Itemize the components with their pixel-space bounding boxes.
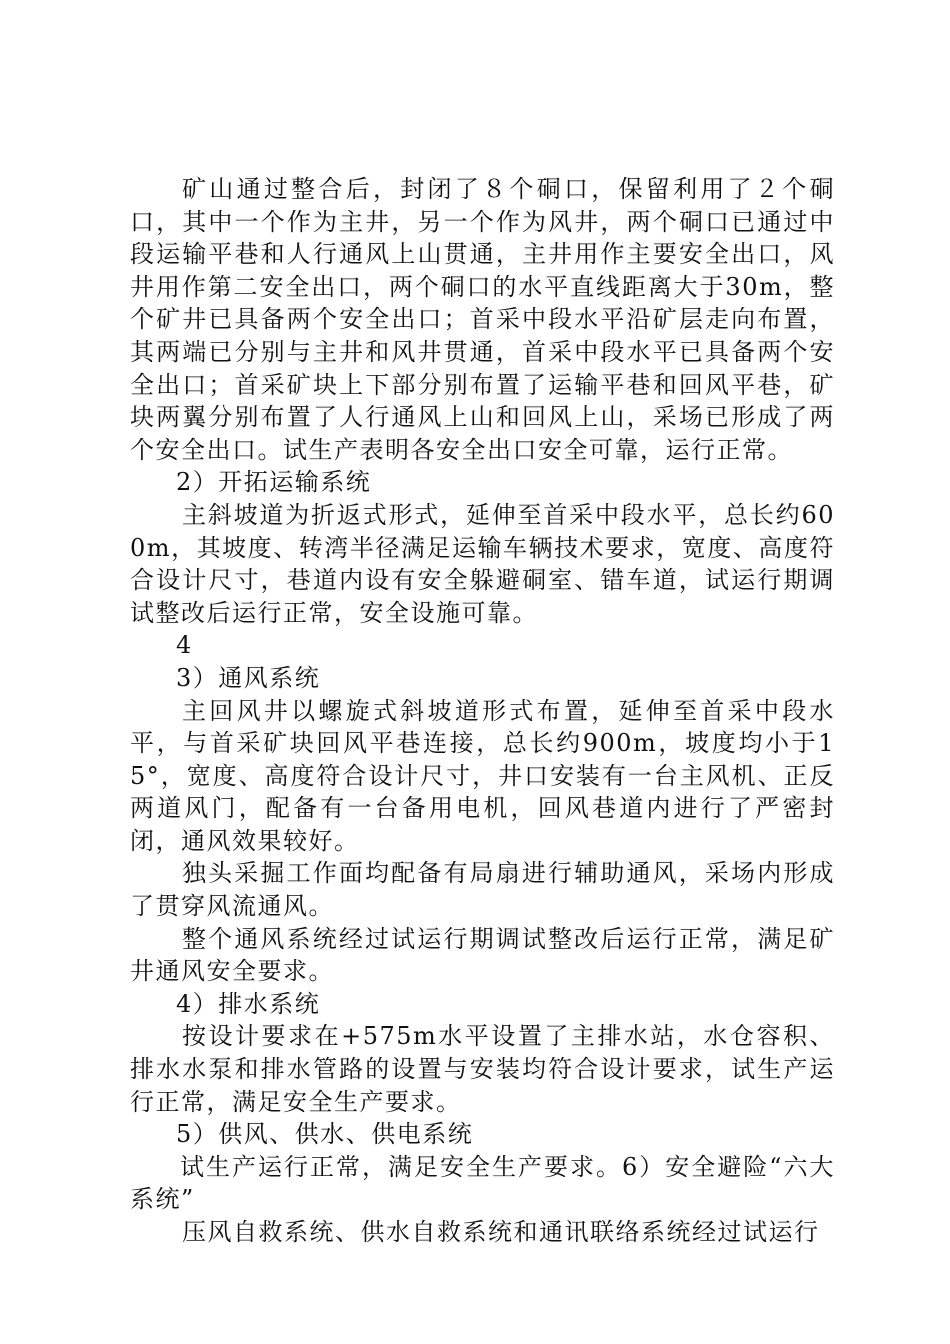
paragraph-safety-exits: 矿山通过整合后，封闭了８个硐口，保留利用了２个硐口，其中一个作为主井，另一个作为风井，两个硐口已通过中段运输平巷和人行通风上山贯通，主井用作主要安全出口，风井用作第二安全出口，两个硐口的水平直线距离大于30m，整个矿井已具备两个安全出口；首采中段水平沿矿层走向布置，其两端已分别与主井和风井贯通，首采中段水平已具备两个安全出口；首采矿块上下部分别布置了运输平巷和回风平巷，矿块两翼分别布置了人行通风上山和回风上山，采场已形成了两个安全出口。试生产表明各安全出口安全可靠，运行正常。 [130,175,835,464]
paragraph-return-air-shaft: 主回风井以螺旋式斜坡道形式布置，延伸至首采中段水平，与首采矿块回风平巷连接，总长约900m，坡度均小于15°，宽度、高度符合设计尺寸，井口安装有一台主风机、正反两道风门，配备有一台备用电机，回风巷道内进行了严密封闭，通风效果较好。 [130,696,835,855]
heading-development-transport: 2）开拓运输系统 [176,468,372,497]
heading-ventilation: 3）通风系统 [176,663,321,692]
paragraph-utilities: 试生产运行正常，满足安全生产要求。6）安全避险“六大系统” [130,1152,835,1214]
document-page [130,173,835,1249]
heading-utilities: 5）供风、供水、供电系统 [176,1120,474,1149]
paragraph-main-ramp: 主斜坡道为折返式形式，延伸至首采中段水平，总长约600m，其坡度、转湾半径满足运输车辆技术要求，宽度、高度符合设计尺寸，巷道内设有安全躲避硐室、错车道，试运行期调试整改后运行正常，安全设施可靠。 [130,500,835,627]
paragraph-ventilation-summary: 整个通风系统经过试运行期调试整改后运行正常，满足矿井通风安全要求。 [130,924,835,986]
paragraph-drainage: 按设计要求在+575m水平设置了主排水站，水仓容积、排水水泵和排水管路的设置与安装均符合设计要求，试生产运行正常，满足安全生产要求。 [130,1022,835,1116]
paragraph-local-fans: 独头采掘工作面均配备有局扇进行辅助通风，采场内形成了贯穿风流通风。 [130,859,835,921]
heading-drainage: 4）排水系统 [176,989,321,1018]
paragraph-self-rescue: 压风自救系统、供水自救系统和通讯联络系统经过试运行 [182,1218,820,1246]
page-number: 4 [176,631,192,660]
